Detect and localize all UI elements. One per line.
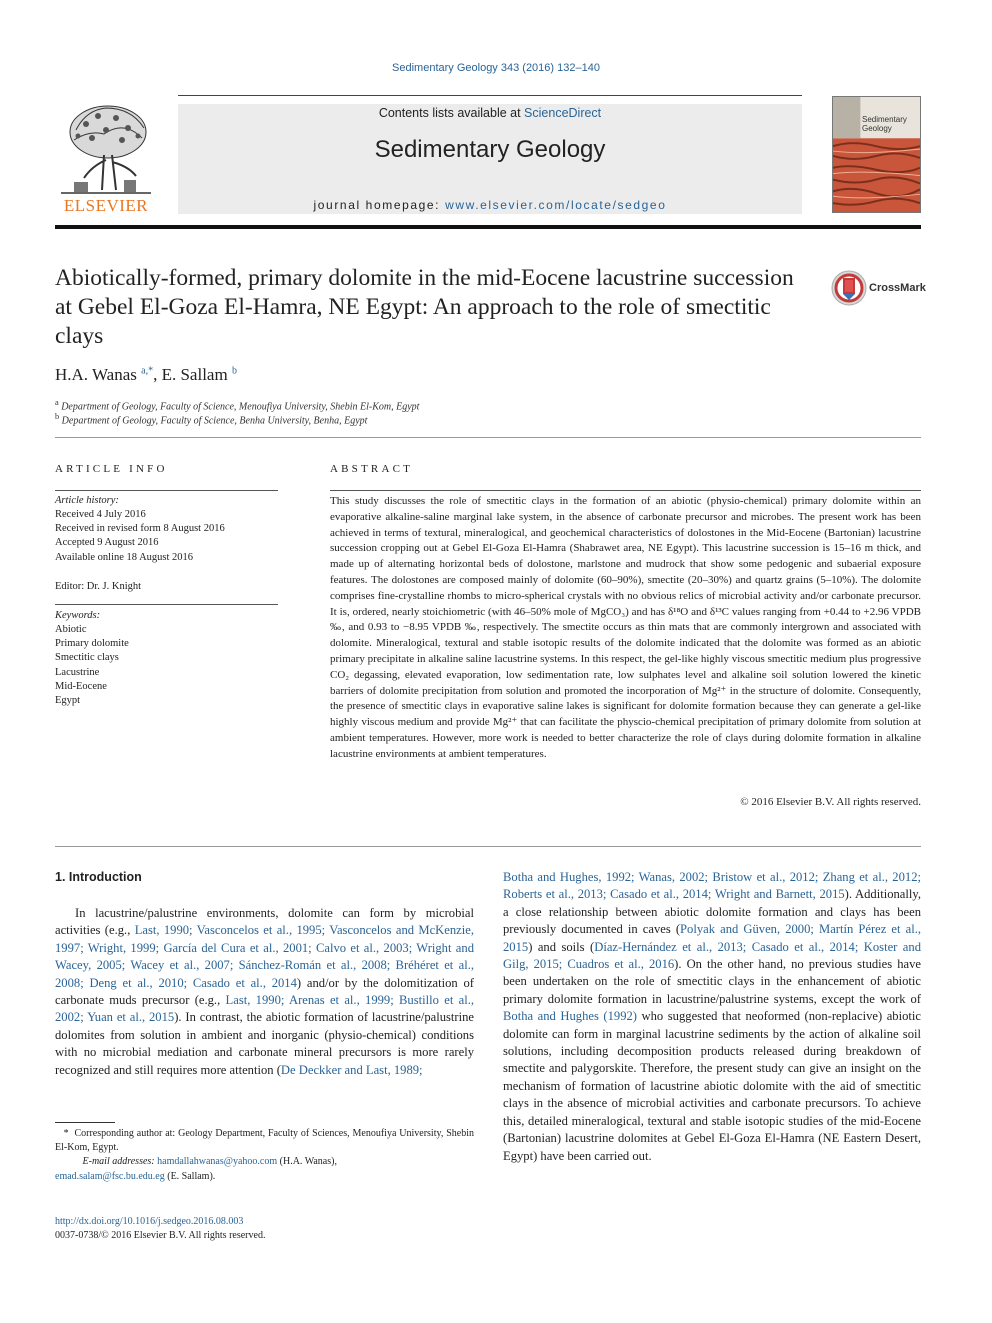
corresponding-author-footnote xyxy=(55,1127,474,1184)
article-info-heading: ARTICLE INFO xyxy=(55,463,168,475)
header-thick-rule xyxy=(55,225,921,229)
body-text-segment: ). Additionally, a close relationship between abiotic dolomite formation and clays has been previously documented in caves ( xyxy=(503,887,922,937)
doi-link[interactable]: http://dx.doi.org/10.1016/j.sedgeo.2016.08.003 xyxy=(55,1216,244,1227)
email-label: E-mail addresses: xyxy=(82,1156,155,1168)
email-link-sallam[interactable]: emad.salam@fsc.bu.edu.eg xyxy=(55,1170,165,1182)
author-affiliation-mark[interactable]: b xyxy=(231,365,237,377)
history-item: Received in revised form 8 August 2016 xyxy=(55,523,225,535)
article-info-rule xyxy=(55,490,278,491)
email-link-wanas[interactable]: hamdallahwanas@yahoo.com xyxy=(157,1156,278,1168)
affiliation-text: Department of Geology, Faculty of Science, Menoufiya University, Shebin El-Kom, Egypt xyxy=(61,401,420,413)
body-text-segment: ). In contrast, the abiotic formation of lacustrine/palustrine dolomites from solution in ambient and inorganic (physio-chemical) conditions with no microbial mediation and carbonate mineral precursors is more rarely recognized and still requires more attention ( xyxy=(55,1010,474,1077)
keywords-rule xyxy=(55,604,278,605)
citation-link[interactable]: Last, 1990; Arenas et al., 1999; Bustillo et al., 2002; Yuan et al., 2015 xyxy=(55,993,475,1025)
email-line xyxy=(55,1155,474,1169)
email-line xyxy=(55,1170,474,1184)
article-history-label: Article history: xyxy=(55,495,119,506)
introduction-column-1 xyxy=(55,905,474,1079)
history-item: Received 4 July 2016 xyxy=(55,509,146,520)
journal-citation[interactable]: Sedimentary Geology 343 (2016) 132–140 xyxy=(392,62,600,74)
citation-link[interactable]: Botha and Hughes, 1992; Wanas, 2002; Bristow et al., 2012; Zhang et al., 2012; Roberts et al., 2013; Casado et al., 2014; Wright and Barnett, 2015 xyxy=(503,870,921,902)
abstract-heading: ABSTRACT xyxy=(330,463,414,475)
corresponding-author-note: * Corresponding author at: Geology Department, Faculty of Sciences, Menoufiya University, Shebin El-Kom, Egypt. xyxy=(55,1128,475,1154)
body-divider xyxy=(55,846,921,847)
editor-line: Editor: Dr. J. Knight xyxy=(55,581,142,592)
affiliation-text: Department of Geology, Faculty of Science, Benha University, Benha, Egypt xyxy=(61,415,368,427)
history-item: Accepted 9 August 2016 xyxy=(55,537,159,549)
corresponding-author-text: Corresponding author at: Geology Department, Faculty of Sciences, Menoufiya University, Shebin El-Kom, Egypt. xyxy=(55,1128,475,1154)
elsevier-logo-text: ELSEVIER xyxy=(63,196,149,215)
author-name: E. Sallam xyxy=(161,365,228,384)
history-item: Available online 18 August 2016 xyxy=(55,551,194,563)
author-name: H.A. Wanas xyxy=(55,365,137,384)
affiliation-b xyxy=(55,412,367,426)
body-text-segment: ). On the other hand, no previous studies have been undertaken on the role of smectitic clays in the enhancement of abiotic primary dolomite formation in lacustrine/palustrine systems, except the work of xyxy=(503,957,921,1006)
body-text-segment: who suggested that neoformed (non-replacive) abiotic dolomite can form in marginal lacustrine sediments by the action of alkaline soil solutions, including decomposition products released during breakdown of smectite and palygorskite. Therefore, the present study can give an insight on the mechanism of formation of lacustrine abiotic dolomite with the aid of smectitic clays in the absence of microbial activities and carbonate precursors. To achieve this, detailed mineralogical, textural and stable isotopic studies of the mid-Eocene (Bartonian) lacustrine dolomites at Gebel El-Goza El-Hamra (NE Eastern Desert, Egypt) have been carried out. xyxy=(503,1009,921,1163)
article-title: Abiotically-formed, primary dolomite in the mid-Eocene lacustrine succession at Gebel El-Goza El-Hamra, NE Egypt: An approach to the role of smectitic clays xyxy=(55,265,794,349)
citation-link[interactable]: Botha and Hughes (1992) xyxy=(503,1009,637,1024)
affiliation-mark: b xyxy=(55,412,60,421)
footnote-rule xyxy=(55,1122,115,1123)
email-owner: (H.A. Wanas), xyxy=(279,1156,337,1168)
journal-name[interactable]: Sedimentary Geology xyxy=(374,136,606,163)
crossmark-icon[interactable] xyxy=(831,270,867,306)
affiliation-a xyxy=(55,398,419,412)
keyword-item: Abiotic xyxy=(55,624,87,635)
cover-journal-title: Sedimentary Geology xyxy=(862,115,907,133)
keyword-item: Egypt xyxy=(55,695,81,707)
body-text-segment: In lacustrine/palustrine environments, dolomite can form by microbial activities (e.g., xyxy=(55,906,474,938)
citation-link[interactable]: De Deckker and Last, 1989; xyxy=(280,1062,423,1077)
abstract-rule xyxy=(330,490,921,491)
author-separator: , xyxy=(153,365,162,384)
section-divider xyxy=(55,437,921,438)
citation-link[interactable]: Polyak and Güven, 2000; Martín Pérez et al., 2015 xyxy=(503,922,921,954)
header-top-rule xyxy=(178,95,802,96)
abstract-text: This study discusses the role of smectitic clays in the formation of an abiotic (physio-chemical) primary dolomite within an evaporative alkaline-saline marginal lake system, in the absence of carbonate precursor and microbes. The present work has been achieved in terms of textural, mineralogical, and geochemical characteristics of dolostones in the Mid-Eocene (Bartonian) lacustrine succession cropping out at Gebel El-Goza El-Hamra (Shabrawet area, NE Egypt). This lacustrine succession is 15–16 m thick, and made up of alternating horizontal beds of dolostone, marlstone and mudrock that show some pedogenic and subaerial exposure features. The dolostones are composed mainly of dolomite (60–90%), smectite (20–30%) and quartz grains (5–10%). The dolomite comprises fine-crystalline rhombs to micro-spherical crystals with no obvious relics of microbial activity and/or carbonate precursor. It is, ordered, nearly stoichiometric (with 46–50% mole of MgCO₃) and has δ¹⁸O and δ¹³C values ranging from +0.44 to +2.96 VPDB ‰, and 0.93 to −8.95 VPDB ‰, respectively. The smectite occurs as thin mats that are commonly intergrown and associated with dolomite. Mineralogical, textural and stable isotopic results of the dolomite indicated that the dolomite was formed as an abiotic primary precipitate in alkaline saline lacustrine systems. In this respect, the gel-like highly viscous smectitic medium plus progressive CO₂ degassing, elevated evaporation, low sedimentation rate, low sulphates level and alkaline soil solution lowered the kinetic barriers of dolomite precipitation from solution and promoted the incorporation of Mg²⁺ in the structure of dolomite. Consequently, the presence of smectitic clays in evaporative saline lakes is significant for dolomite formation because they can generate a gel-like highly viscous medium and provide Mg²⁺ that can facilitate the physcio-chemical precipitation of primary dolomite from solution at ambient temperatures. However, more work is needed to better characterize the role of clays during dolomite formation in alkaline lacustrine environments at ambient temperatures. xyxy=(330,495,921,760)
homepage-prefix: journal homepage: xyxy=(313,198,446,212)
citation-link[interactable]: Last, 1990; Vasconcelos et al., 1995; Vasconcelos and McKenzie, 1997; Wright, 1999; García del Cura et al., 2001; Calvo et al., 2003; Wright and Wacey, 2005; Wacey et al., 2007; Sánchez-Román et al., 2008; Bréhéret et al., 2008; Deng et al., 2010; Casado et al., 2014 xyxy=(55,923,474,990)
email-owner: (E. Sallam). xyxy=(167,1170,216,1182)
journal-homepage-link[interactable]: www.elsevier.com/locate/sedgeo xyxy=(445,198,667,212)
author-affiliation-mark[interactable]: a,* xyxy=(141,365,154,377)
keyword-item: Primary dolomite xyxy=(55,638,129,650)
contents-prefix: Contents lists available at xyxy=(378,106,525,120)
sciencedirect-link[interactable]: ScienceDirect xyxy=(524,106,602,120)
keywords-list xyxy=(55,623,285,708)
body-text-segment: ) and/or by the dolomitization of carbonate muds precursor (e.g., xyxy=(55,975,474,1008)
affiliation-mark: a xyxy=(55,398,59,407)
crossmark-label[interactable]: CrossMark xyxy=(869,282,926,294)
keywords-label: Keywords: xyxy=(55,610,101,621)
article-history-list xyxy=(55,508,285,565)
journal-cover-thumbnail[interactable] xyxy=(832,96,921,213)
author-list xyxy=(55,365,237,385)
contents-available-line xyxy=(178,106,802,120)
journal-homepage-line xyxy=(178,198,802,212)
body-text-segment: ) and soils ( xyxy=(528,939,595,954)
citation-link[interactable]: Díaz-Hernández et al., 2013; Casado et al., 2014; Koster and Gilg, 2015; Cuadros et al., 2016 xyxy=(503,939,921,972)
abstract-copyright: © 2016 Elsevier B.V. All rights reserved. xyxy=(740,796,921,808)
keyword-item: Mid-Eocene xyxy=(55,680,107,692)
keyword-item: Lacustrine xyxy=(55,666,100,678)
keyword-item: Smectitic clays xyxy=(55,652,119,664)
issn-line: 0037-0738/© 2016 Elsevier B.V. All rights reserved. xyxy=(55,1230,266,1241)
introduction-heading: 1. Introduction xyxy=(55,870,142,884)
introduction-column-2 xyxy=(503,869,921,1165)
